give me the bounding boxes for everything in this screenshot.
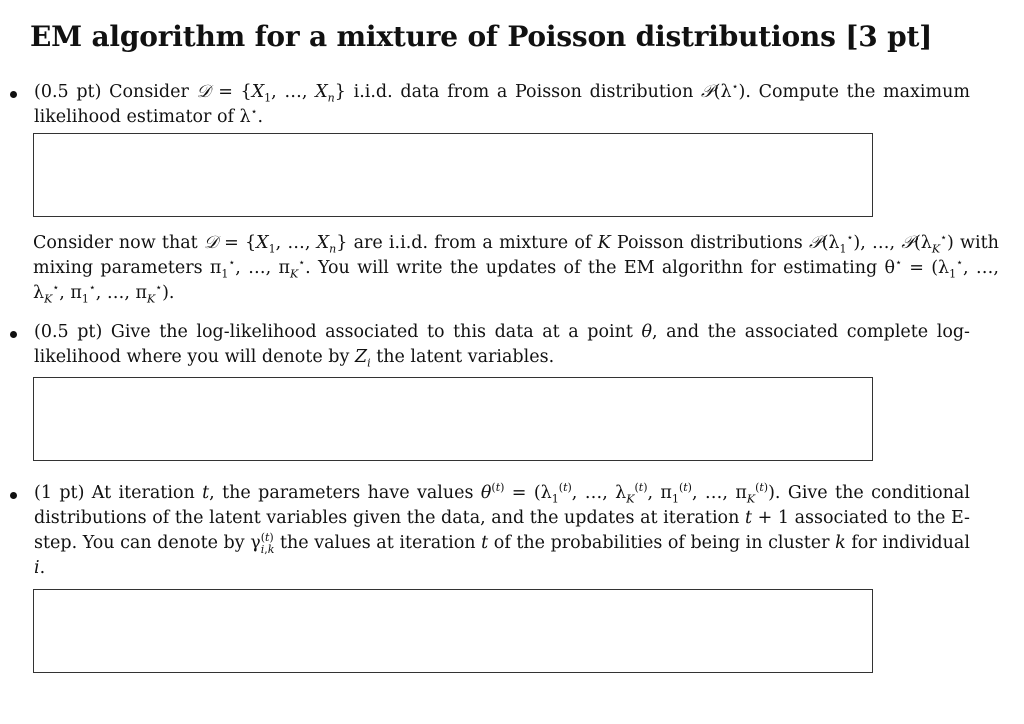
answer-box-2[interactable] [33,377,873,461]
answer-box-1[interactable] [33,133,873,217]
answer-box-3[interactable] [33,589,873,673]
page-title: EM algorithm for a mixture of Poisson distributions [3 pt] [30,20,933,53]
question-2: (0.5 pt) Give the log-likelihood associated to this data at a point θ, and the associated complete log-likelihood where you will denote by $Z_i$ the latent variables. [34,322,970,370]
intro-paragraph: Consider now that 𝒟 = {$X_1$, …, $X_n$} are i.i.d. from a mixture of K Poisson distributions $𝒫(\lambda_1^⋆)$, …, $𝒫(\lambda_K^⋆)$ with mixing parameters $\pi_1^⋆$, …, $\pi_K^⋆$. You will write the updates of the EM algorithn for estimating $\theta^⋆ = (\lambda_1^⋆$, …, $\lambda_K^⋆$, $\pi_1^⋆$, …, $\pi_K^⋆$). [33,231,999,306]
bullet-q2 [10,331,17,338]
question-3: (1 pt) At iteration t, the parameters have values $\theta^{(t)} = (\lambda_1^{(t)}$, …, $\lambda_K^{(t)}$, $\pi_1^{(t)}$, …, $\pi_K^{(t)}$). Give the conditional distributions of the latent variables given the data, and the updates at iteration t + 1 associated to the E-step. You can denote by γ (t) i,k the values at iteration t of the probabilities of being in cluster k for individual i. [34,481,970,578]
question-1: (0.5 pt) Consider 𝒟 = {$X_1$, …, $X_n$} i.i.d. data from a Poisson distribution 𝒫(λ⋆). Compute the maximum likelihood estimator of λ⋆. [34,80,970,127]
bullet-q3 [10,492,17,499]
bullet-q1 [10,91,17,98]
